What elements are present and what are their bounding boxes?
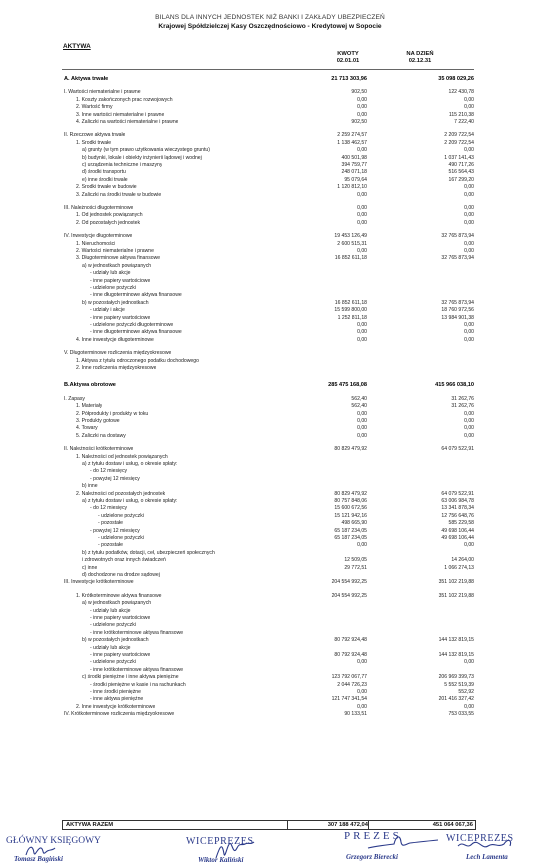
row-value-start: 0,00 <box>357 147 367 154</box>
row-value-end: 144 132 819,15 <box>438 652 474 658</box>
total-separator <box>368 821 369 829</box>
row-label: - do 12 miesięcy <box>90 468 128 475</box>
row-value-end: 0,00 <box>464 322 474 328</box>
signature-title-vice-president: WICEPREZES <box>186 836 254 847</box>
row-label: a) grunty (w tym prawo użytkowania wieczystego gruntu) <box>82 147 210 154</box>
balance-row <box>62 233 474 240</box>
row-label: II. Rzeczowe aktywa trwałe <box>64 132 126 139</box>
balance-row <box>62 263 474 270</box>
row-label: a) w jednostkach powiązanych <box>82 600 152 607</box>
balance-row <box>62 704 474 711</box>
row-value-start: 80 792 924,48 <box>334 652 367 658</box>
row-label: - inne krótkoterminowe aktywa finansowe <box>90 666 184 673</box>
row-value-end: 144 132 819,15 <box>438 637 474 644</box>
section-title: AKTYWA <box>63 43 91 50</box>
row-value-start: 0,00 <box>357 96 367 103</box>
balance-row <box>62 565 474 572</box>
balance-row <box>62 162 474 169</box>
total-separator <box>287 821 288 829</box>
balance-row <box>62 155 474 162</box>
balance-row <box>62 682 474 689</box>
row-value-start: 0,00 <box>357 336 367 343</box>
balance-row <box>62 140 474 147</box>
row-value-end: 0,00 <box>464 219 474 226</box>
row-value-start: 0,00 <box>357 418 367 424</box>
row-label: b) inne <box>82 483 98 490</box>
row-value-start: 498 665,90 <box>341 520 367 527</box>
row-value-end: 351 102 219,88 <box>438 592 474 599</box>
row-label: 2. Inne rozliczenia międzyokresowe <box>76 365 157 371</box>
row-label: II. Należności krótkoterminowe <box>64 446 134 453</box>
balance-row <box>62 520 474 527</box>
balance-row <box>62 255 474 262</box>
balance-row <box>62 97 474 104</box>
row-value-start: 0,00 <box>357 205 367 211</box>
row-label: - inne papiery wartościowe <box>90 314 151 321</box>
row-label: - udzielone pożyczki długoterminowe <box>90 322 174 328</box>
row-label: I. Zapasy <box>64 395 85 402</box>
row-value-end: 14 264,00 <box>451 557 474 564</box>
row-value-start: 902,50 <box>351 119 367 125</box>
balance-row <box>62 307 474 314</box>
row-value-end: 13 984 901,38 <box>441 314 474 321</box>
row-value-end: 49 698 106,44 <box>441 527 474 534</box>
column-header-amounts-label: KWOTY <box>337 51 359 57</box>
row-value-start: 15 599 800,00 <box>334 307 367 314</box>
total-value-start: 307 188 472,04 <box>327 822 368 828</box>
row-value-end: 415 966 038,10 <box>435 382 474 389</box>
row-label: III. Należności długoterminowe <box>64 205 134 211</box>
balance-row <box>62 112 474 119</box>
balance-row <box>62 652 474 659</box>
row-label: 3. Produkty gotowe <box>76 418 120 424</box>
balance-row <box>62 300 474 307</box>
row-label: - udziały lub akcje <box>90 607 131 614</box>
balance-row <box>62 147 474 154</box>
row-value-end: 0,00 <box>464 248 474 254</box>
balance-row <box>62 593 474 600</box>
balance-row <box>62 365 474 372</box>
row-value-end: 0,00 <box>464 191 474 198</box>
row-value-end: 122 430,78 <box>448 89 474 96</box>
row-value-start: 0,00 <box>357 111 367 118</box>
row-label: 4. Zaliczki na wartości niematerialne i prawne <box>76 119 179 125</box>
balance-row <box>62 491 474 498</box>
row-value-start: 0,00 <box>357 432 367 439</box>
row-value-end: 1 066 274,13 <box>444 564 474 571</box>
row-label: 2. Należności od pozostałych jednostek <box>76 490 166 497</box>
balance-row <box>62 292 474 299</box>
row-label: 5. Zaliczki na dostawy <box>76 432 126 439</box>
balance-row <box>62 483 474 490</box>
row-value-start: 80 792 924,48 <box>334 637 367 644</box>
row-label: 2. Półprodukty i produkty w toku <box>76 410 149 417</box>
row-value-start: 65 187 234,05 <box>334 535 367 541</box>
balance-row <box>62 711 474 718</box>
row-value-end: 31 262,76 <box>451 395 474 402</box>
balance-row <box>62 177 474 184</box>
row-label: - środki pieniężne w kasie i na rachunkach <box>90 681 186 688</box>
total-label: AKTYWA RAZEM <box>66 822 114 828</box>
row-value-start: 0,00 <box>357 329 367 336</box>
balance-row <box>62 535 474 542</box>
total-value-end: 451 064 067,36 <box>432 822 473 828</box>
row-value-end: 32 765 873,94 <box>441 255 474 262</box>
row-value-end: 0,00 <box>464 703 474 710</box>
handwritten-signature <box>366 832 440 854</box>
balance-row <box>62 396 474 403</box>
row-value-end: 18 760 972,56 <box>441 307 474 314</box>
balance-row <box>62 418 474 425</box>
row-value-end: 585 229,58 <box>448 520 474 527</box>
balance-row <box>62 446 474 453</box>
balance-row <box>62 76 474 83</box>
balance-row <box>62 192 474 199</box>
row-value-start: 394 759,77 <box>341 162 367 168</box>
row-label: - inne krótkoterminowe aktywa finansowe <box>90 629 184 636</box>
row-label: 1. Koszty zakończonych prac rozwojowych <box>76 96 173 103</box>
row-label: 3. Zaliczki na środki trwałe w budowie <box>76 191 162 198</box>
balance-row <box>62 132 474 139</box>
balance-row <box>62 350 474 357</box>
column-header-amounts <box>318 51 378 66</box>
row-value-start: 0,00 <box>357 322 367 328</box>
row-label: - inne środki pieniężne <box>90 689 141 695</box>
row-value-end: 552,92 <box>458 689 474 695</box>
row-value-end: 0,00 <box>464 425 474 432</box>
handwritten-signature <box>452 834 522 854</box>
column-header-amounts-date: 02.01.01 <box>336 58 360 65</box>
balance-row <box>62 169 474 176</box>
row-value-end: 516 564,43 <box>448 169 474 176</box>
balance-row <box>62 358 474 365</box>
balance-row <box>62 329 474 336</box>
row-value-start: 0,00 <box>357 219 367 226</box>
balance-row <box>62 468 474 475</box>
row-label: b) w pozostałych jednostkach <box>82 299 149 306</box>
row-label: V. Długoterminowe rozliczenia międzyokresowe <box>64 350 172 357</box>
row-value-start: 204 554 992,25 <box>331 579 367 586</box>
row-value-end: 49 698 106,44 <box>441 535 474 541</box>
row-label: 1. Krótkoterminowe aktywa finansowe <box>76 592 162 599</box>
balance-row <box>62 184 474 191</box>
row-label: 1. Od jednostek powiązanych <box>76 212 143 219</box>
balance-row <box>62 315 474 322</box>
row-label: - pozostałe <box>98 520 123 527</box>
signature-title-chief-accountant: GŁÓWNY KSIĘGOWY <box>6 836 101 846</box>
balance-row <box>62 542 474 549</box>
row-value-end: 32 765 873,94 <box>441 299 474 306</box>
row-value-start: 2 600 515,31 <box>337 240 367 247</box>
balance-row <box>62 637 474 644</box>
row-label: 2. Środki trwałe w budowie <box>76 184 137 191</box>
row-label: e) inne środki trwałe <box>82 176 128 183</box>
balance-row <box>62 557 474 564</box>
balance-row <box>62 498 474 505</box>
row-value-start: 121 747 341,54 <box>331 696 367 703</box>
row-value-start: 0,00 <box>357 703 367 710</box>
row-label: - udzielone pożyczki <box>90 285 136 291</box>
row-value-end: 63 006 984,78 <box>441 498 474 504</box>
row-label: 4. Towary <box>76 425 98 432</box>
balance-row <box>62 513 474 520</box>
row-label: a) z tytułu dostaw i usług, o okresie spłaty: <box>82 461 178 467</box>
row-value-start: 562,40 <box>351 403 367 410</box>
row-value-end: 0,00 <box>464 432 474 439</box>
row-value-start: 15 600 672,56 <box>334 505 367 512</box>
row-label: 1. Aktywa z tytułu odroczonego podatku dochodowego <box>76 357 199 364</box>
row-value-start: 16 852 611,18 <box>334 299 367 306</box>
signature-title-president: PREZES <box>344 830 402 842</box>
report-header-line2: Krajowej Spółdzielczej Kasy Oszczędnościowo - Kredytowej w Sopocie <box>158 23 382 30</box>
signature-name-president: Grzegorz Bierecki <box>346 853 398 861</box>
row-label: A. Aktywa trwałe <box>64 76 109 82</box>
row-label: d) środki transportu <box>82 169 126 176</box>
balance-row <box>62 667 474 674</box>
balance-row <box>62 285 474 292</box>
balance-row <box>62 212 474 219</box>
header-divider <box>62 69 474 70</box>
balance-row <box>62 425 474 432</box>
row-label: b) w pozostałych jednostkach <box>82 637 149 644</box>
row-label: 2. Wartość firmy <box>76 104 113 111</box>
total-row <box>62 820 476 830</box>
row-value-end: 7 222,40 <box>454 119 474 125</box>
row-value-start: 65 187 234,05 <box>334 527 367 534</box>
row-value-end: 0,00 <box>464 329 474 336</box>
row-value-start: 90 133,51 <box>344 711 367 718</box>
row-value-start: 95 079,64 <box>344 176 367 183</box>
row-label: 4. Inne inwestycje długoterminowe <box>76 336 154 343</box>
row-value-start: 0,00 <box>357 689 367 695</box>
row-value-end: 31 262,76 <box>451 403 474 410</box>
balance-row <box>62 119 474 126</box>
row-value-end: 32 765 873,94 <box>441 233 474 240</box>
balance-row <box>62 220 474 227</box>
row-value-end: 0,00 <box>464 240 474 247</box>
balance-row <box>62 476 474 483</box>
balance-row <box>62 579 474 586</box>
row-label: - udzielone pożyczki <box>90 659 136 666</box>
row-value-start: 80 829 479,92 <box>334 446 367 453</box>
row-label: - udzielone pożyczki <box>90 622 136 629</box>
balance-row <box>62 248 474 255</box>
row-label: - udzielone pożyczki <box>98 512 144 519</box>
row-label: - powyżej 12 miesięcy <box>90 527 140 534</box>
row-label: - udziały lub akcje <box>90 270 131 277</box>
signature-name-vice-president-2: Lech Lamenta <box>466 853 508 861</box>
balance-row <box>62 89 474 96</box>
row-value-end: 0,00 <box>464 184 474 191</box>
row-label: B.Aktywa obrotowe <box>64 382 116 389</box>
row-label: 3. Długoterminowe aktywa finansowe <box>76 255 161 262</box>
row-label: 1. Środki trwałe <box>76 139 112 146</box>
row-value-end: 115 210,38 <box>448 111 474 118</box>
row-label: 1. Należności od jednostek powiązanych <box>76 453 168 460</box>
row-value-start: 0,00 <box>357 212 367 219</box>
row-value-start: 248 071,18 <box>341 169 367 176</box>
row-value-start: 123 792 067,77 <box>331 674 367 681</box>
row-value-end: 206 969 399,73 <box>438 674 474 681</box>
balance-row <box>62 622 474 629</box>
balance-row <box>62 104 474 111</box>
row-value-end: 1 037 141,43 <box>444 154 474 161</box>
row-value-start: 1 252 811,18 <box>337 314 367 321</box>
row-value-end: 351 102 219,88 <box>438 579 474 586</box>
row-value-end: 64 079 522,91 <box>441 446 474 453</box>
row-value-start: 902,50 <box>351 89 367 96</box>
balance-row <box>62 505 474 512</box>
row-value-end: 0,00 <box>464 336 474 343</box>
balance-row <box>62 615 474 622</box>
row-label: 2. Inne inwestycje krótkoterminowe <box>76 703 156 710</box>
row-value-start: 1 120 812,10 <box>337 184 367 191</box>
row-label: IV. Inwestycje długoterminowe <box>64 233 133 240</box>
row-value-start: 400 501,98 <box>341 154 367 161</box>
balance-row <box>62 270 474 277</box>
balance-row <box>62 461 474 468</box>
row-value-end: 0,00 <box>464 104 474 111</box>
balance-row <box>62 205 474 212</box>
row-label: c) urządzenia techniczne i maszyny <box>82 162 163 168</box>
column-header-as-of-date: 02.12.31 <box>408 58 432 65</box>
row-label: d) dochodzone na drodze sądowej <box>82 572 160 578</box>
row-value-start: 12 509,05 <box>344 557 367 564</box>
row-value-end: 12 756 648,76 <box>441 512 474 519</box>
balance-row <box>62 241 474 248</box>
balance-row <box>62 411 474 418</box>
signature-name-chief-accountant: Tomasz Bagiński <box>14 855 63 863</box>
row-value-start: 0,00 <box>357 425 367 432</box>
row-value-start: 0,00 <box>357 104 367 111</box>
row-value-end: 167 299,20 <box>448 176 474 183</box>
balance-row <box>62 337 474 344</box>
row-value-end: 0,00 <box>464 205 474 211</box>
balance-row <box>62 278 474 285</box>
row-label: 1. Materiały <box>76 403 103 410</box>
row-value-end: 0,00 <box>464 418 474 424</box>
row-value-start: 2 044 726,23 <box>337 681 367 688</box>
row-value-end: 0,00 <box>464 212 474 219</box>
column-header-as-of-label: NA DZIEŃ <box>406 51 434 57</box>
balance-row <box>62 674 474 681</box>
row-value-start: 0,00 <box>357 191 367 198</box>
row-label: - inne długoterminowe aktywa finansowe <box>90 292 182 299</box>
row-value-start: 1 138 462,57 <box>337 139 367 146</box>
row-value-end: 0,00 <box>464 147 474 154</box>
balance-row <box>62 645 474 652</box>
row-label: - powyżej 12 miesięcy <box>90 475 140 482</box>
balance-row <box>62 403 474 410</box>
signature-name-vice-president: Wiktor Kaliński <box>198 856 244 864</box>
balance-row <box>62 689 474 696</box>
balance-row <box>62 608 474 615</box>
balance-row <box>62 382 474 389</box>
row-label: 2. Od pozostałych jednostek <box>76 219 140 226</box>
row-label: b) z tytułu podatków, dotacji, ceł, ubezpieczeń społecznych <box>82 549 215 556</box>
balance-row <box>62 550 474 557</box>
row-value-start: 285 475 168,08 <box>328 382 367 389</box>
signature-title-vice-president-2: WICEPREZES <box>446 833 514 844</box>
row-value-end: 201 416 327,42 <box>438 696 474 703</box>
balance-row <box>62 322 474 329</box>
row-label: - udzielone pożyczki <box>98 535 144 541</box>
row-label: - inne długoterminowe aktywa finansowe <box>90 329 182 336</box>
row-label: I. Wartości niematerialne i prawne <box>64 89 141 96</box>
row-value-end: 753 033,55 <box>448 711 474 718</box>
row-value-start: 204 554 992,25 <box>331 592 367 599</box>
row-label: a) w jednostkach powiązanych <box>82 262 152 269</box>
row-value-start: 0,00 <box>357 248 367 254</box>
balance-row <box>62 528 474 535</box>
row-value-start: 0,00 <box>357 659 367 666</box>
balance-row <box>62 572 474 579</box>
row-label: b) budynki, lokale i obiekty inżynierii lądowej i wodnej <box>82 154 202 161</box>
row-value-start: 80 757 848,06 <box>334 498 367 504</box>
row-label: - do 12 miesięcy <box>90 505 128 512</box>
row-value-end: 0,00 <box>464 542 474 549</box>
row-value-start: 19 453 126,49 <box>334 233 367 240</box>
row-value-end: 0,00 <box>464 410 474 417</box>
row-value-start: 0,00 <box>357 542 367 549</box>
row-label: - inne aktywa pieniężne <box>90 696 144 703</box>
row-label: 2. Wartości niematerialne i prawne <box>76 248 154 254</box>
row-value-start: 2 259 274,57 <box>337 132 367 139</box>
column-header-as-of <box>384 51 456 66</box>
row-value-end: 35 098 029,26 <box>438 76 474 82</box>
row-value-end: 2 209 722,54 <box>444 139 474 146</box>
balance-row <box>62 630 474 637</box>
row-label: 3. Inne wartości niematerialne i prawne <box>76 111 165 118</box>
row-label: c) inne <box>82 564 98 571</box>
balance-row <box>62 659 474 666</box>
row-label: - inne papiery wartościowe <box>90 652 151 658</box>
row-value-start: 562,40 <box>351 395 367 402</box>
row-value-end: 2 209 722,54 <box>444 132 474 139</box>
row-label: a) z tytułu dostaw i usług, o okresie spłaty: <box>82 498 178 504</box>
row-label: - inne papiery wartościowe <box>90 615 151 621</box>
row-value-end: 64 079 522,91 <box>441 490 474 497</box>
row-value-start: 15 121 942,16 <box>334 512 367 519</box>
row-label: c) środki pieniężne i inne aktywa pieniężne <box>82 674 179 681</box>
balance-row <box>62 433 474 440</box>
balance-row <box>62 454 474 461</box>
row-value-end: 13 341 878,34 <box>441 505 474 512</box>
row-value-end: 0,00 <box>464 96 474 103</box>
row-value-end: 5 552 519,39 <box>444 681 474 688</box>
row-value-end: 0,00 <box>464 659 474 666</box>
row-value-start: 21 713 303,96 <box>331 76 367 82</box>
row-value-start: 29 772,51 <box>344 564 367 571</box>
row-label: 1. Nieruchomości <box>76 240 116 247</box>
row-value-start: 16 852 611,18 <box>334 255 367 262</box>
balance-row <box>62 696 474 703</box>
row-label: i zdrowotnych oraz innych świadczeń <box>82 557 166 564</box>
row-label: - inne papiery wartościowe <box>90 277 151 284</box>
balance-row <box>62 600 474 607</box>
row-value-start: 0,00 <box>357 410 367 417</box>
row-value-start: 80 829 479,92 <box>334 490 367 497</box>
report-header-line1: BILANS DLA INNYCH JEDNOSTEK NIŻ BANKI I ZAKŁADY UBEZPIECZEŃ <box>155 14 385 21</box>
row-label: - pozostałe <box>98 542 123 549</box>
row-label: - udziały lub akcje <box>90 644 131 651</box>
row-label: - udziały i akcje <box>90 307 125 314</box>
row-label: III. Inwestycje krótkoterminowe <box>64 579 134 586</box>
row-label: IV. Krótkoterminowe rozliczenia międzyokresowe <box>64 711 175 718</box>
row-value-end: 490 717,26 <box>448 162 474 168</box>
